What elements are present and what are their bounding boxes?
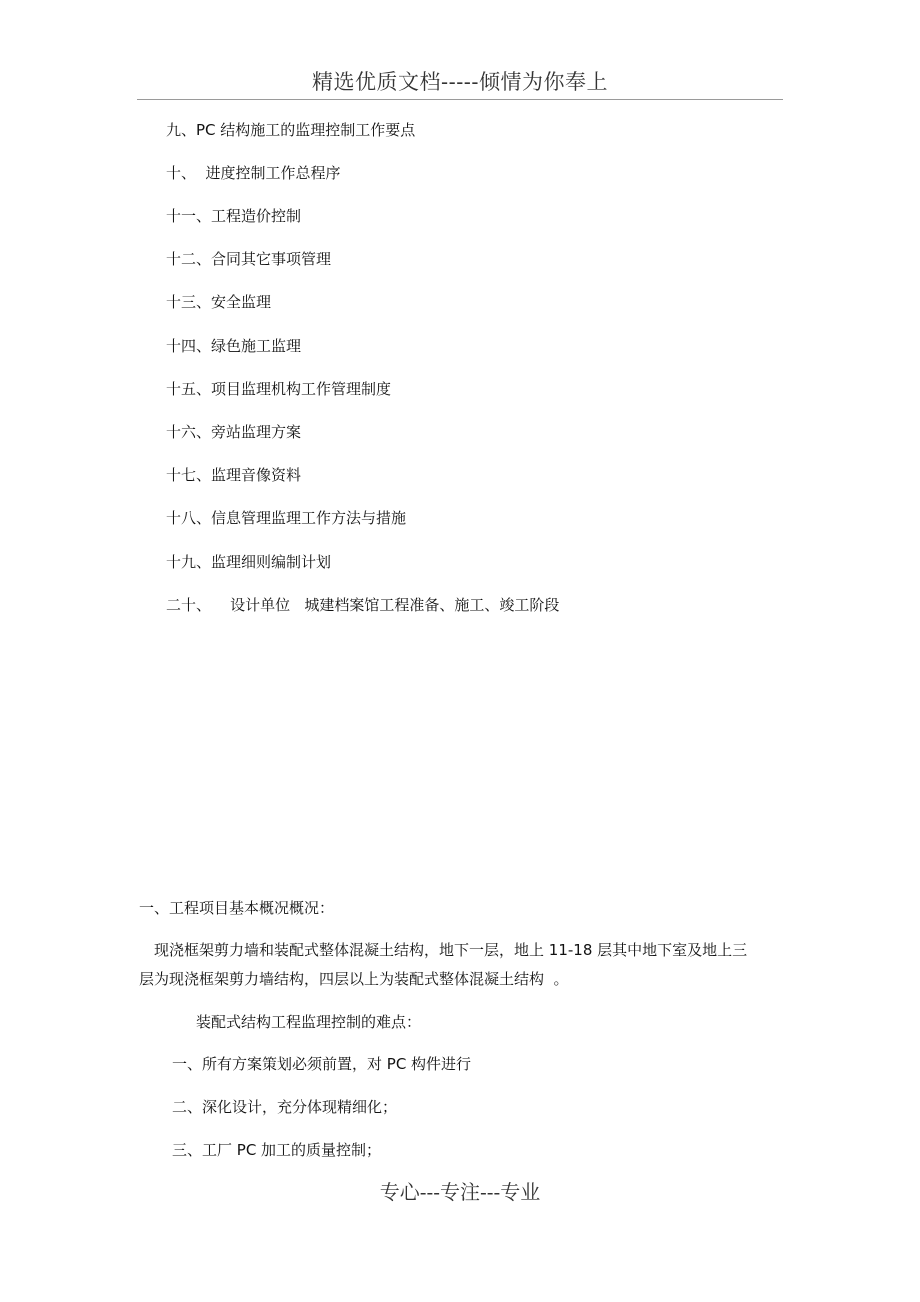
toc-item: 十一、工程造价控制 xyxy=(166,207,302,225)
toc-item: 十七、监理音像资料 xyxy=(166,466,302,484)
toc-item: 十八、信息管理监理工作方法与措施 xyxy=(166,509,407,527)
toc-item: 十六、旁站监理方案 xyxy=(166,423,302,441)
difficulty-point: 一、所有方案策划必须前置，对 PC 构件进行 xyxy=(172,1055,472,1073)
toc-item: 十二、合同其它事项管理 xyxy=(166,250,332,268)
toc-item: 十四、绿色施工监理 xyxy=(166,337,302,355)
page-header: 精选优质文档-----倾情为你奉上 xyxy=(312,70,608,94)
toc-item: 十九、监理细则编制计划 xyxy=(166,553,332,571)
page-footer: 专心---专注---专业 xyxy=(379,1180,541,1204)
difficulty-heading: 装配式结构工程监理控制的难点： xyxy=(196,1013,422,1031)
toc-item: 九、PC 结构施工的监理控制工作要点 xyxy=(166,121,416,139)
toc-item: 十、 进度控制工作总程序 xyxy=(166,164,341,182)
section-title: 一、工程项目基本概况概况： xyxy=(139,899,335,917)
overview-paragraph-line-2: 层为现浇框架剪力墙结构，四层以上为装配式整体混凝土结构 。 xyxy=(139,970,569,988)
header-divider xyxy=(137,99,783,100)
toc-item: 十三、安全监理 xyxy=(166,293,272,311)
toc-item: 十五、项目监理机构工作管理制度 xyxy=(166,380,392,398)
toc-item: 二十、 设计单位 城建档案馆工程准备、施工、竣工阶段 xyxy=(166,596,560,614)
overview-paragraph-line-1: 现浇框架剪力墙和装配式整体混凝土结构，地下一层，地上 11-18 层其中地下室及地上三 xyxy=(154,941,748,959)
difficulty-point: 三、工厂 PC 加工的质量控制； xyxy=(172,1141,382,1159)
difficulty-point: 二、深化设计，充分体现精细化； xyxy=(172,1098,398,1116)
